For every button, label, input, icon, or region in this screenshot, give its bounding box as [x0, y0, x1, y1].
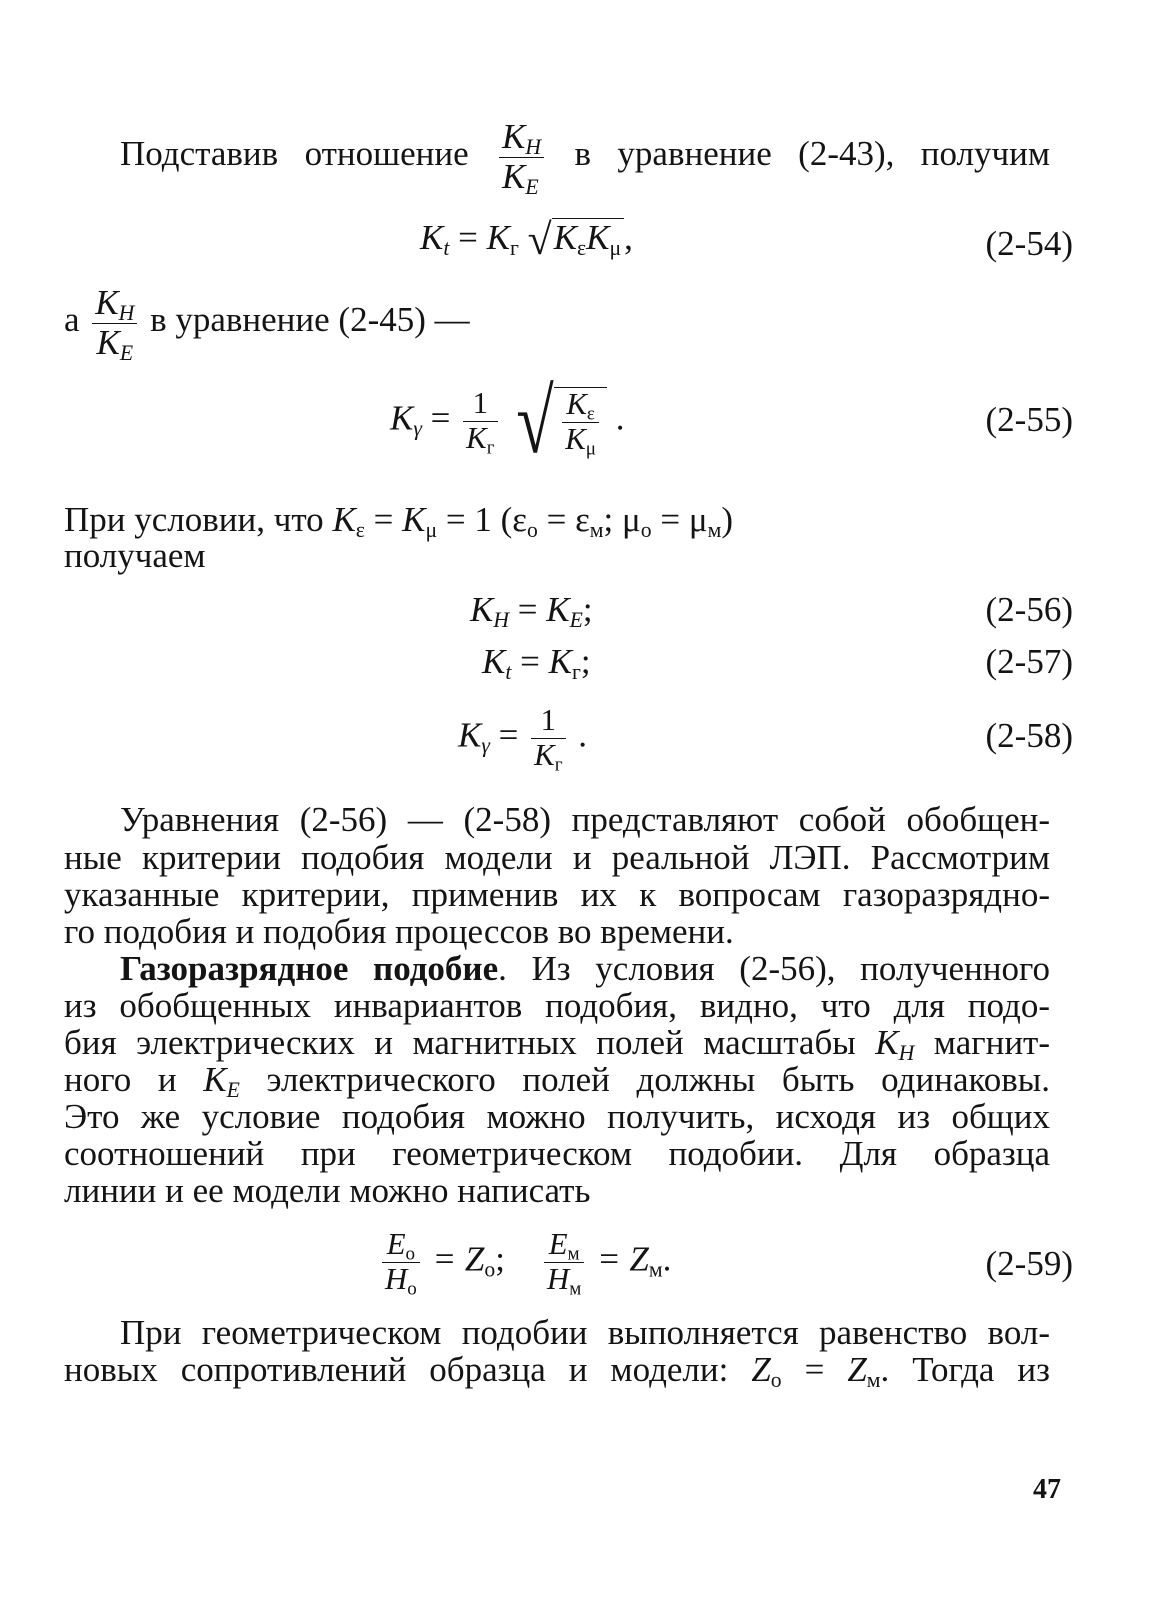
para1-line: указанные критерии, применив их к вопросам газоразрядно-: [64, 875, 1050, 914]
equation-number: (2-58): [985, 716, 1073, 755]
para3-line: новых сопротивлений образца и модели: $Z_о = Z_м$. Тогда из: [64, 1350, 1050, 1393]
para1-line: го подобия и подобия процессов во времени.: [64, 912, 734, 951]
para2-line: соотношений при геометрическом подобии. Для образца: [64, 1134, 1050, 1173]
equation-number: (2-56): [985, 590, 1073, 629]
para2-line: ного и $K_E$ электрического полей должны быть одинаковы.: [64, 1060, 1050, 1103]
equation-number: (2-57): [985, 642, 1073, 681]
para1-line: ные критерии подобия модели и реальной ЛЭП. Рассмотрим: [64, 838, 1050, 877]
text-line-condition: При условии, что $K_\varepsilon = K_\mu = 1$ ($\varepsilon_о = \varepsilon_м$; $\mu_о = \mu_м$): [64, 500, 734, 543]
para3-line: При геометрическом подобии выполняется равенство вол-: [120, 1313, 1050, 1352]
para2-line: линии и ее модели можно написать: [64, 1171, 591, 1210]
para1-line: Уравнения (2-56) — (2-58) представляют собой обобщен-: [120, 800, 1050, 839]
equation-2-58: $K_\gamma$ = $\frac{1}{K_г}$ .: [458, 703, 588, 776]
equation-number: (2-59): [985, 1244, 1073, 1283]
ratio-kh-ke: $\frac{K_H}{K_E}$: [499, 118, 544, 196]
equation-2-55: $K_\gamma$ = $\frac{1}{K_г}$ √ $\frac{K_\varepsilon}{K_\mu}$ .: [390, 371, 625, 472]
equation-2-57: $K_t = K_г$;: [482, 642, 591, 685]
equation-2-59: $\frac{E_о}{H_о}$ = $Z_о$; $\frac{E_м}{H_м}$ = $Z_м$.: [378, 1228, 671, 1297]
equation-number: (2-55): [985, 400, 1073, 439]
ratio-kh-ke: $\frac{K_H}{K_E}$: [92, 284, 137, 362]
equation-2-56: $K_H = K_E$;: [470, 590, 593, 633]
text-line-obtain: получаем: [64, 536, 206, 575]
para2-line: из обобщенных инвариантов подобия, видно, что для подо-: [64, 986, 1050, 1025]
section-heading: Газоразрядное подобие: [120, 949, 499, 988]
text-line-a-ratio: а $\frac{K_H}{K_E}$ в уравнение (2-45) —: [64, 283, 470, 365]
para2-line: бия электрических и магнитных полей масштабы $K_H$ магнит-: [64, 1023, 1050, 1066]
equation-2-54: $K_t = K_г$ $√K_\varepsilon K_\mu$,: [420, 216, 633, 265]
para2-line: Газоразрядное подобие. Из условия (2-56), полученного: [120, 949, 1051, 988]
para2-line: Это же условие подобия можно получить, исходя из общих: [64, 1097, 1050, 1136]
page-number: 47: [1033, 1474, 1061, 1505]
text-line-substitution: Подставив отношение $\frac{K_H}{K_E}$ в уравнение (2-43), получим: [120, 117, 1051, 199]
equation-number: (2-54): [985, 224, 1073, 263]
